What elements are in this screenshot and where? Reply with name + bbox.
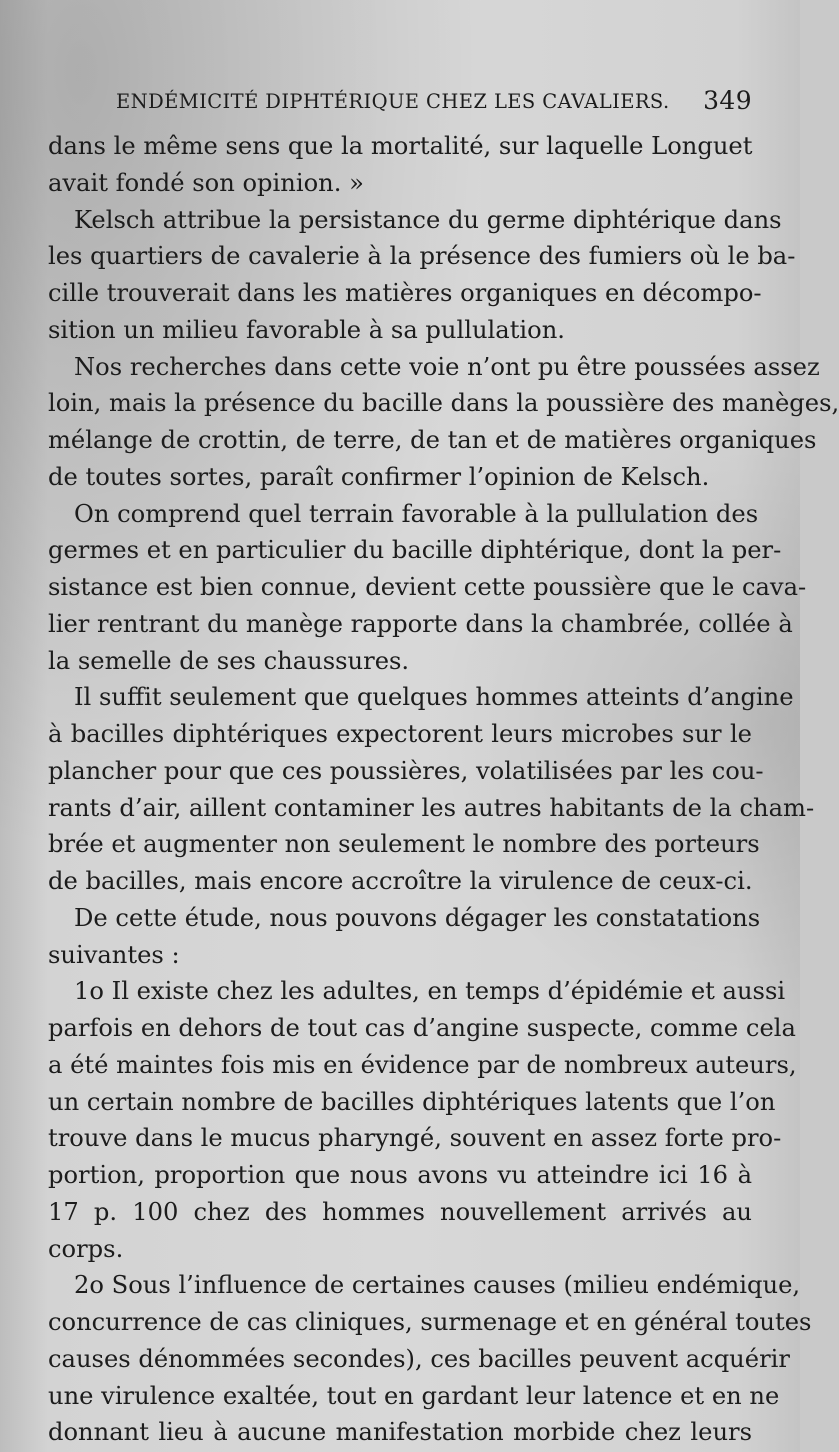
body-text <box>48 128 839 1451</box>
text-line: de toutes sortes, paraît confirmer l’opinion de Kelsch. <box>48 462 710 491</box>
text-line: sistance est bien connue, devient cette poussière que le cava- <box>48 573 807 601</box>
text-line: causes dénommées secondes), ces bacilles peuvent acquérir <box>48 1344 790 1373</box>
text-line: plancher pour que ces poussières, volatilisées par les cou- <box>48 756 764 785</box>
text-line: concurrence de cas cliniques, surmenage et en général toutes <box>48 1308 812 1336</box>
text-line: avait fondé son opinion. » <box>48 168 364 197</box>
text-line: une virulence exaltée, tout en gardant leur latence et en ne <box>48 1381 780 1410</box>
running-head-title: ENDÉMICITÉ DIPHTÉRIQUE CHEZ LES CAVALIERS. <box>116 90 670 113</box>
text-line: mélange de crottin, de terre, de tan et de matières organiques <box>48 426 817 454</box>
text-line: 1o Il existe chez les adultes, en temps d’épidémie et aussi <box>74 977 786 1006</box>
text-line: trouve dans le mucus pharyngé, souvent en assez forte pro- <box>48 1124 782 1153</box>
text-line: a été maintes fois mis en évidence par de nombreux auteurs, <box>48 1050 797 1079</box>
text-line: sition un milieu favorable à sa pullulation. <box>48 315 565 344</box>
text-line: suivantes : <box>48 940 180 969</box>
text-line: portion, proportion que nous avons vu atteindre ici 16 à <box>48 1161 752 1189</box>
text-line: dans le même sens que la mortalité, sur laquelle Longuet <box>48 132 753 160</box>
text-line: parfois en dehors de tout cas d’angine suspecte, comme cela <box>48 1014 796 1042</box>
page-number: 349 <box>703 86 752 115</box>
text-line: à bacilles diphtériques expectorent leurs microbes sur le <box>48 720 752 748</box>
text-line: De cette étude, nous pouvons dégager les constatations <box>74 903 761 932</box>
text-line: Kelsch attribue la persistance du germe diphtérique dans <box>74 205 782 234</box>
text-line: Il suffit seulement que quelques hommes atteints d’angine <box>74 683 794 712</box>
text-line: On comprend quel terrain favorable à la pullulation des <box>74 499 759 528</box>
text-line: germes et en particulier du bacille diphtérique, dont la per- <box>48 536 782 565</box>
text-line: un certain nombre de bacilles diphtériques latents que l’on <box>48 1087 776 1116</box>
text-line: Nos recherches dans cette voie n’ont pu être poussées assez <box>74 352 820 381</box>
text-line: rants d’air, aillent contaminer les autres habitants de la cham- <box>48 793 815 822</box>
text-line: les quartiers de cavalerie à la présence des fumiers où le ba- <box>48 242 796 271</box>
text-line: de bacilles, mais encore accroître la virulence de ceux-ci. <box>48 867 753 895</box>
text-line: lier rentrant du manège rapporte dans la chambrée, collée à <box>48 609 793 638</box>
text-line: corps. <box>48 1234 124 1263</box>
text-line: brée et augmenter non seulement le nombre des porteurs <box>48 830 760 859</box>
text-line: cille trouverait dans les matières organiques en décompo- <box>48 279 762 307</box>
text-line: 2o Sous l’influence de certaines causes (milieu endémique, <box>74 1271 801 1300</box>
text-line: loin, mais la présence du bacille dans la poussière des manèges, <box>48 389 839 418</box>
text-line: la semelle de ses chaussures. <box>48 646 410 675</box>
running-head <box>116 86 752 122</box>
text-line: 17 p. 100 chez des hommes nouvellement arrivés au <box>48 1197 752 1226</box>
text-line: donnant lieu à aucune manifestation morbide chez leurs <box>48 1418 752 1447</box>
